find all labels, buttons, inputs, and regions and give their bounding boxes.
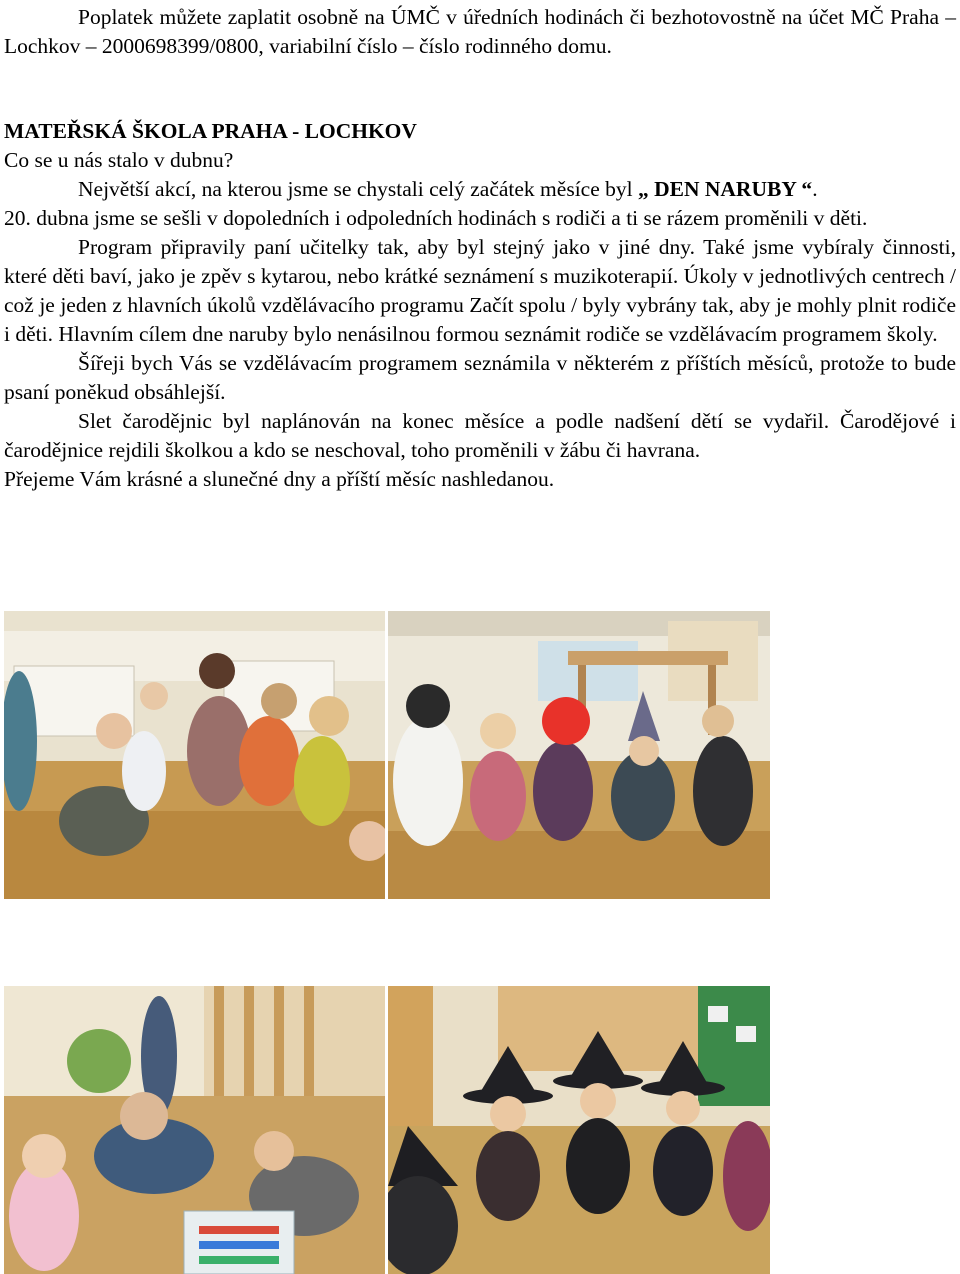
date-paragraph: 20. dubna jsme se sešli v dopoledních i odpoledních hodinách s rodiči a ti se rázem proměnili v děti.: [4, 206, 868, 230]
photo-parents-children-floor: [4, 611, 385, 899]
closing-paragraph: Přejeme Vám krásné a slunečné dny a příští měsíc nashledanou.: [4, 467, 555, 491]
photo-drawing-floor-image: [4, 986, 385, 1274]
photo-children-costumes-image: [388, 611, 770, 899]
payment-section: [4, 3, 956, 61]
future-paragraph: Šířeji bych Vás se vzdělávacím programem seznámila v některém z příštích měsíců, protože to bude psaní poněkud obsáhlejší.: [4, 351, 956, 404]
photo-witches-hats: [388, 986, 770, 1274]
event-paragraph: [4, 175, 956, 204]
school-heading: MATEŘSKÁ ŠKOLA PRAHA - LOCHKOV: [4, 119, 417, 143]
event-intro: Největší akcí, na kterou jsme se chystali celý začátek měsíce byl: [78, 177, 638, 201]
photo-children-costumes: [388, 611, 770, 899]
witches-paragraph: Slet čarodějnic byl naplánován na konec měsíce a podle nadšení dětí se vydařil. Čarodějové i čarodějnice rejdili školkou a kdo se neschoval, toho proměnili v žábu či havrana.: [4, 409, 956, 462]
payment-paragraph: Poplatek můžete zaplatit osobně na ÚMČ v úředních hodinách či bezhotovostně na účet MČ Praha – Lochkov – 2000698399/0800, variabilní číslo – číslo rodinného domu.: [4, 5, 956, 58]
event-outro: .: [812, 177, 818, 201]
photo-parents-children-floor-image: [4, 611, 385, 899]
photo-drawing-floor: [4, 986, 385, 1274]
event-name: „ DEN NARUBY “: [637, 177, 813, 201]
program-paragraph: Program připravily paní učitelky tak, aby byl stejný jako v jiné dny. Také jsme vybíraly činnosti, které děti baví, jako je zpěv s kytarou, nebo krátké seznámení s muzikoterapií. Úkoly v jednotlivých centrech / což je jeden z hlavních úkolů vzdělávacího programu Začít spolu / byly vybrány tak, aby je mohly plnit rodiče i děti. Hlavním cílem dne naruby bylo nenásilnou formou seznámit rodiče se vzdělávacím programem školy.: [4, 235, 956, 346]
school-subheading: Co se u nás stalo v dubnu?: [4, 148, 234, 172]
photo-witches-hats-image: [388, 986, 770, 1274]
school-section: [4, 117, 956, 494]
